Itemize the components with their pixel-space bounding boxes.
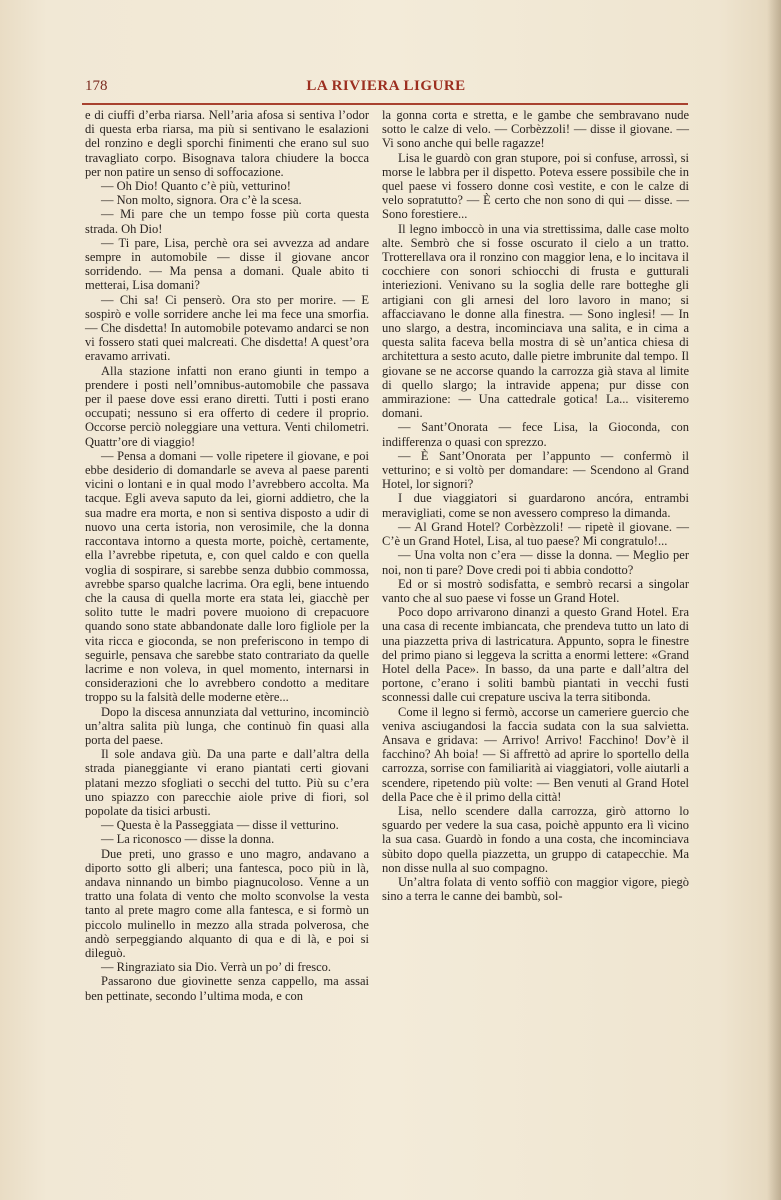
paragraph: — Questa è la Passeggiata — disse il vetturino. xyxy=(101,818,339,833)
paragraph: Lisa le guardò con gran stupore, poi si confuse, arrossì, si morse le labbra per il dispetto. Poteva essere possibile che in quel paese vi fossero donne così vestite, e con le calze di velo sopratutto? — È certo che non sono di qui — disse. — Sono forestiere... xyxy=(382,150,689,222)
paragraph: — Ringraziato sia Dio. Verrà un po’ di fresco. xyxy=(101,960,332,975)
paragraph: — Ti pare, Lisa, perchè ora sei avvezza ad andare sempre in automobile — disse il giovane ancor sorridendo. — Ma pensa a domani. Quale abito ti metterai, Lisa domani? xyxy=(85,235,369,293)
page-number: 178 xyxy=(85,78,108,94)
paragraph: e di ciuffi d’erba riarsa. Nell’aria afosa si sentiva l’odor di questa erba riarsa, ma più si sentivano le esalazioni del ronzino e degli sporchi finimenti che erano sul suo travagliato corpo. Bisognava talora chiudere la bocca per non patire un senso di soffocazione. xyxy=(85,108,369,179)
right-text-column xyxy=(382,108,689,903)
paragraph: — Chi sa! Ci penserò. Ora sto per morire. — E sospirò e volle sorridere anche lei ma fece una smorfia. — Che disdetta! In automobile potevamo andarci se non vi fossero stati quei malcreati. Che disdetta! A quest’ora eravamo arrivati. xyxy=(85,292,369,364)
paragraph: Alla stazione infatti non erano giunti in tempo a prendere i posti nell’omnibus-automobile che passava per il paese dove essi erano diretti. Tutti i posti erano occupati; nessuno si era offerto di cedere il proprio. Occorse perciò noleggiare una vettura. Venti chilometri. Quattr’ore di viaggio! xyxy=(85,363,369,449)
paragraph: Lisa, nello scendere dalla carrozza, girò attorno lo sguardo per vedere la sua casa, poichè appunto era lì vicino la sua casa. Guardò in fondo a una costa, che incominciava sùbito dopo quella piazzetta, un gruppo di catapecchie. Ma non disse nulla al suo compagno. xyxy=(382,803,689,875)
paragraph: — È Sant’Onorata per l’appunto — confermò il vetturino; e si voltò per domandare: — Scendono al Grand Hotel, lor signori? xyxy=(382,448,689,492)
paragraph: — Al Grand Hotel? Corbèzzoli! — ripetè il giovane. — C’è un Grand Hotel, Lisa, al tuo paese? Mi congratulo!... xyxy=(382,519,689,549)
header-rule xyxy=(82,103,688,105)
paragraph: Un’altra folata di vento soffiò con maggior vigore, piegò sino a terra le canne dei bambù, sol- xyxy=(382,874,689,904)
paragraph: Dopo la discesa annunziata dal vetturino, incominciò un’altra salita più lunga, che continuò fin quasi alla porta del paese. xyxy=(85,704,369,747)
paragraph: Passarono due giovinette senza cappello, ma assai ben pettinate, secondo l’ultima moda, e con xyxy=(85,974,369,1003)
running-title: LA RIVIERA LIGURE xyxy=(306,78,466,94)
paragraph: — Mi pare che un tempo fosse più corta questa strada. Oh Dio! xyxy=(85,207,369,236)
paragraph: — Non molto, signora. Ora c’è la scesa. xyxy=(101,193,302,208)
paragraph: — Sant’Onorata — fece Lisa, la Gioconda, con indifferenza o quasi con sprezzo. xyxy=(382,420,689,449)
paragraph: la gonna corta e stretta, e le gambe che sembravano nude sotto le calze di velo. — Corbèzzoli! — disse il giovane. — Vi sono anche qui belle ragazze! xyxy=(382,108,689,151)
paragraph: I due viaggiatori si guardarono ancóra, entrambi meravigliati, come se non avessero compreso la dimanda. xyxy=(382,491,689,520)
paragraph: Due preti, uno grasso e uno magro, andavano a diporto sotto gli alberi; una fantesca, poco più in là, andava ninnando un bimbo piagnucoloso. Venne a un tratto una folata di vento che molto sconvolse la vesta tanto al prete magro come alla fantesca, e si formò un piccolo mulinello in mezzo alla strada polverosa, che andò serpeggiando alquanto di qua e di là, e poi si dileguò. xyxy=(85,846,369,960)
paragraph: Il legno imboccò in una via strettissima, dalle case molto alte. Sembrò che si fosse oscurato il cielo a un tratto. Trotterellava ora il ronzino con maggior lena, e lo incitava il cocchiere con sonori schiocchi di frusta e gutturali interiezioni. Venivano su la soglia delle rare botteghe gli artigiani con gli arnesi del loro lavoro in mano; si affacciavano le donne alla finestra. — Sono inglesi! — In uno slargo, a destra, incominciava una salita, e in cima a questa salita faceva bella mostra di sè un’antica chiesa di architettura a sesto acuto, dalle pietre imbrunite dal tempo. Il giovane se ne accorse quando la carrozza già stava al limite di quello slargo; la intravide appena; pur disse con ammirazione: — Una cattedrale gotica! La... visiteremo domani. xyxy=(382,221,689,421)
paragraph: Poco dopo arrivarono dinanzi a questo Grand Hotel. Era una casa di recente imbiancata, che prendeva tutto un lato di una piazzetta priva di lastricatura. Appunto, sopra le finestre del primo piano si leggeva la scritta a enormi lettere: «Grand Hotel della Pace». In basso, da una parte e dall’altra del portone, c’erano i soliti bambù piantati in vecchi fusti sconnessi dalle cui crepature usciva la terra sitibonda. xyxy=(382,605,689,705)
paragraph: — Oh Dio! Quanto c’è più, vetturino! xyxy=(101,179,291,194)
paragraph: Ed or si mostrò sodisfatta, e sembrò recarsi a singolar vanto che al suo paese vi fosse un Grand Hotel. xyxy=(382,576,689,605)
paragraph: — La riconosco — disse la donna. xyxy=(101,832,275,847)
paragraph: — Una volta non c’era — disse la donna. — Meglio per noi, non ti pare? Dove credi poi ti abbia condotto? xyxy=(382,548,689,577)
page-edge-shadow xyxy=(767,0,781,1200)
paragraph: — Pensa a domani — volle ripetere il giovane, e poi ebbe desiderio di domandarle se aveva al paese parenti vicini o lontani e in qual modo l’avrebbero accolta. Ma tacque. Egli aveva saputo da lei, giorni addietro, che la sua madre era morta, e non si sentiva disposto a udir di nuovo una certa istoria, non verosimile, che la donna raccontava intorno a questa morte, poichè, certamente, ella l’avrebbe ripetuta, e, con quel caldo e con quella voglia di sospirare, si sarebbe senza dubbio commossa, avrebbe sparso qualche lacrima. Ora egli, bene intuendo che la causa di quella morte era stata lei, giacchè per solito tutte le madri povere muoiono di crepacuore quando sono state abbandonate dalle loro figliole per la vita ricca e gioconda, se non preferiscono in tempo di seguirle, pensava che sarebbe stato contrariato da quelle lacrime e non voleva, in quel momento, internarsi in considerazioni che lo avrebbero condotto a meditare troppo su la falsità delle moderne etère... xyxy=(85,448,369,705)
paragraph: Come il legno si fermò, accorse un cameriere guercio che veniva asciugandosi la faccia sudata con la sua salvietta. Ansava e gridava: — Arrivo! Arrivo! Facchino! Dov’è il facchino? Ah boia! — Si affrettò ad aprire lo sportello della carrozza, sorrise con familiarità ai viaggiatori, volle aiutarli a scendere, ripetendo più volte: — Ben venuti al Grand Hotel della Pace che è il primo della città! xyxy=(382,704,689,804)
paragraph: Il sole andava giù. Da una parte e dall’altra della strada pianeggiante vi erano piantati certi giovani platani mezzo sfogliati o secchi del tutto. Più su c’era uno spiazzo con parecchie aiole prive di fiori, sol popolate da tisici arbusti. xyxy=(85,747,369,818)
left-text-column xyxy=(85,108,369,1003)
page-header xyxy=(85,72,687,102)
